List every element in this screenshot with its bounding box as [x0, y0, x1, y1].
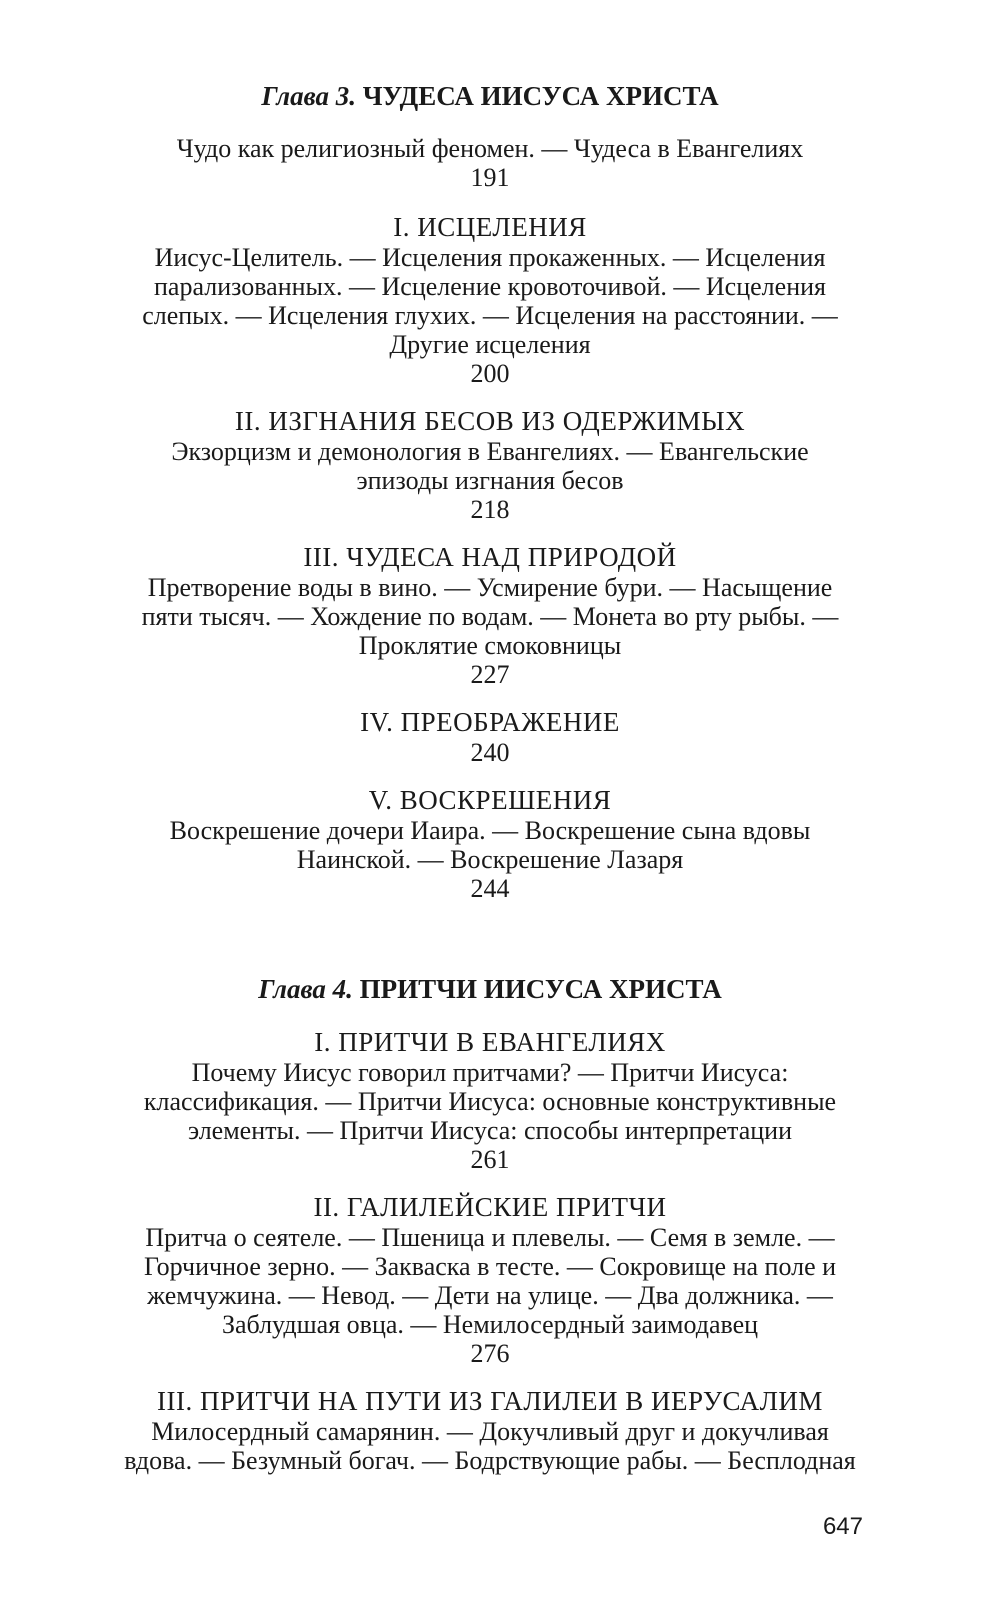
page-number: 218 — [470, 495, 510, 524]
section-description — [40, 816, 940, 874]
description-line: жемчужина. — Невод. — Дети на улице. — Два должника. — — [147, 1281, 833, 1310]
description-line: Заблудшая овца. — Немилосердный заимодавец — [221, 1310, 759, 1339]
section-healings — [40, 212, 940, 388]
section-transfiguration — [40, 707, 940, 767]
description-line: Претворение воды в вино. — Усмирение бури. — Насыщение — [147, 573, 833, 602]
folio-page-number: 647 — [822, 1513, 863, 1540]
page-number: 200 — [470, 359, 510, 388]
description-line: Проклятие смоковницы — [358, 631, 622, 660]
chapter-title — [40, 78, 940, 114]
section-title: IV. ПРЕОБРАЖЕНИЕ — [360, 707, 620, 737]
section-title: III. ПРИТЧИ НА ПУТИ ИЗ ГАЛИЛЕИ В ИЕРУСАЛИМ — [157, 1386, 823, 1416]
description-line: парализованных. — Исцеление кровоточивой. — Исцеления — [154, 272, 826, 301]
section-description — [40, 243, 940, 359]
page-number: 261 — [470, 1145, 510, 1174]
page-number: 227 — [470, 660, 510, 689]
description-line: Воскрешение дочери Иаира. — Воскрешение сына вдовы — [169, 816, 811, 845]
intro-text: Чудо как религиозный феномен. — Чудеса в Евангелиях — [176, 134, 804, 163]
description-line: эпизоды изгнания бесов — [356, 466, 624, 495]
description-line: Почему Иисус говорил притчами? — Притчи Иисуса: — [191, 1058, 789, 1087]
chapter-intro — [40, 134, 940, 192]
section-nature-miracles — [40, 542, 940, 689]
section-galilean-parables — [40, 1192, 940, 1368]
description-line: классификация. — Притчи Иисуса: основные конструктивные — [143, 1087, 837, 1116]
chapter-title — [40, 971, 940, 1007]
chapter-lead: Глава 3. — [261, 81, 356, 111]
section-title: V. ВОСКРЕШЕНИЯ — [368, 785, 612, 815]
page-number: 244 — [470, 874, 510, 903]
section-description — [40, 1417, 940, 1475]
table-of-contents — [40, 78, 940, 1493]
section-title: I. ПРИТЧИ В ЕВАНГЕЛИЯХ — [314, 1027, 666, 1057]
section-exorcisms — [40, 406, 940, 524]
description-line: Притча о сеятеле. — Пшеница и плевелы. — Семя в земле. — — [145, 1223, 835, 1252]
section-title: III. ЧУДЕСА НАД ПРИРОДОЙ — [303, 542, 677, 572]
page-number: 276 — [470, 1339, 510, 1368]
chapter-4 — [40, 971, 940, 1475]
description-line: Горчичное зерно. — Закваска в тесте. — Сокровище на поле и — [143, 1252, 837, 1281]
description-line: Милосердный самарянин. — Докучливый друг и докучливая — [151, 1417, 829, 1446]
description-line: пяти тысяч. — Хождение по водам. — Монета во рту рыбы. — — [141, 602, 839, 631]
section-journey-parables — [40, 1386, 940, 1475]
section-title: II. ИЗГНАНИЯ БЕСОВ ИЗ ОДЕРЖИМЫХ — [234, 406, 746, 436]
chapter-3 — [40, 78, 940, 903]
section-resurrections — [40, 785, 940, 903]
chapter-name: ЧУДЕСА ИИСУСА ХРИСТА — [362, 81, 719, 111]
section-title: I. ИСЦЕЛЕНИЯ — [393, 212, 587, 242]
description-line: Наинской. — Воскрешение Лазаря — [296, 845, 684, 874]
description-line: слепых. — Исцеления глухих. — Исцеления на расстоянии. — — [142, 301, 838, 330]
chapter-name: ПРИТЧИ ИИСУСА ХРИСТА — [359, 974, 722, 1004]
section-parables-in-gospels — [40, 1027, 940, 1174]
page-number: 240 — [470, 738, 510, 767]
chapter-spacer — [40, 921, 940, 971]
section-description — [40, 1223, 940, 1339]
description-line: вдова. — Безумный богач. — Бодрствующие рабы. — Бесплодная — [124, 1446, 856, 1475]
description-line: Иисус-Целитель. — Исцеления прокаженных. — Исцеления — [154, 243, 826, 272]
section-description — [40, 573, 940, 660]
section-title: II. ГАЛИЛЕЙСКИЕ ПРИТЧИ — [313, 1192, 667, 1222]
description-line: Другие исцеления — [389, 330, 591, 359]
section-description — [40, 1058, 940, 1145]
page-number: 191 — [470, 163, 510, 192]
description-line: элементы. — Притчи Иисуса: способы интерпретации — [188, 1116, 792, 1145]
section-description — [40, 437, 940, 495]
description-line: Экзорцизм и демонология в Евангелиях. — Евангельские — [171, 437, 809, 466]
chapter-lead: Глава 4. — [258, 974, 353, 1004]
